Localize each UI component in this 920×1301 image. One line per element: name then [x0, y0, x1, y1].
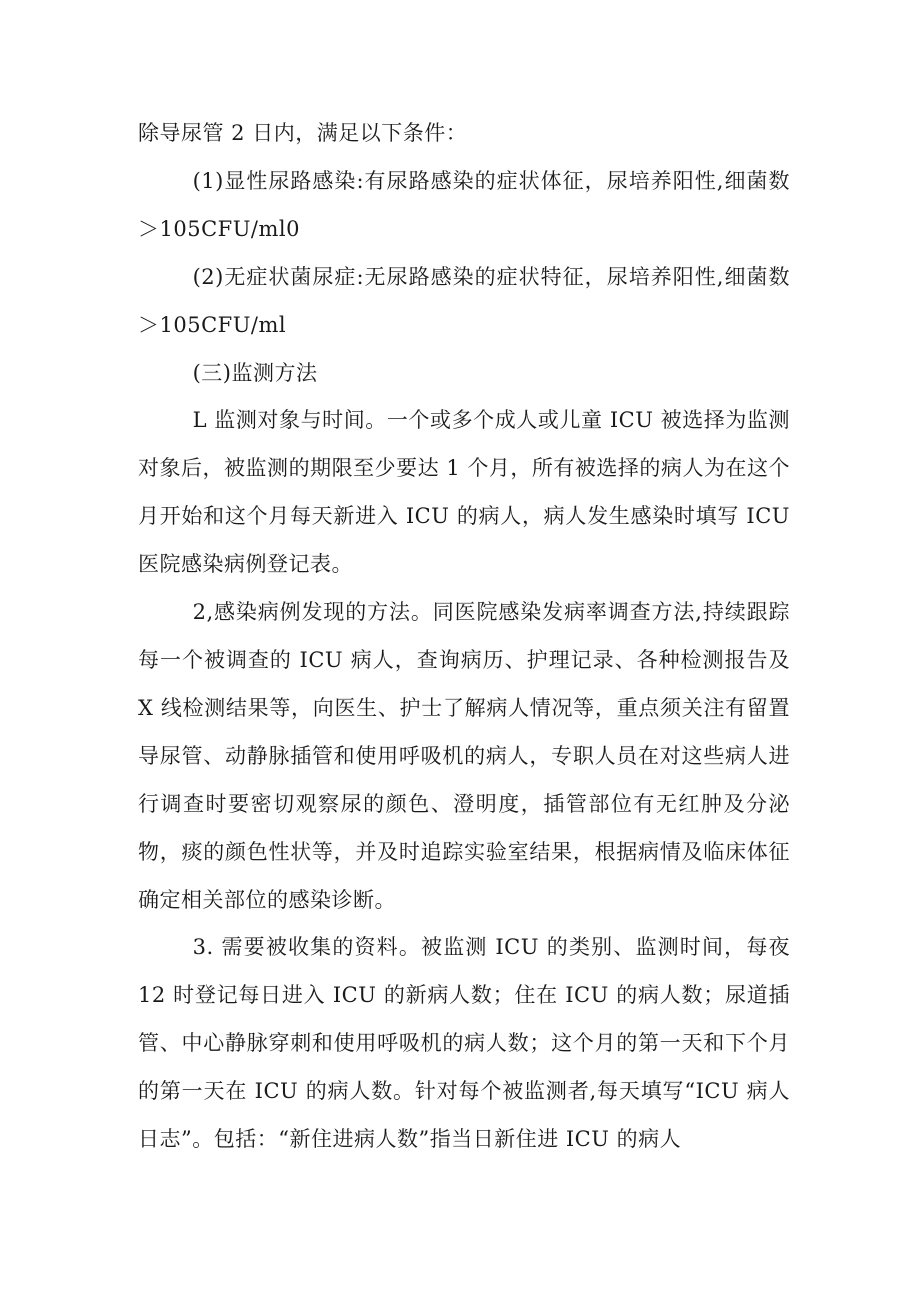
paragraph-data-collection: 3. 需要被收集的资料。被监测 ICU 的类别、监测时间，每夜 12 时登记每日进入 ICU 的新病人数；住在 ICU 的病人数；尿道插管、中心静脉穿刺和使用呼吸机的病人数；这个月的第一天和下个月的第一天在 ICU 的病人数。针对每个被监测者,每天填写“ICU 病人日志”。包括：“新住进病人数”指当日新住进 ICU 的病人: [138, 935, 790, 1152]
section-heading-monitoring-method: (三)监测方法: [192, 360, 318, 385]
document-body: [138, 110, 790, 1164]
paragraph-monitoring-subjects: L 监测对象与时间。一个或多个成人或儿童 ICU 被选择为监测对象后，被监测的期限至少要达 1 个月，所有被选择的病人为在这个月开始和这个月每天新进入 ICU 的病人，病人发生感染时填写 ICU 医院感染病例登记表。: [138, 408, 790, 577]
paragraph-continuation: 除导尿管 2 日内，满足以下条件：: [138, 121, 468, 145]
paragraph-case-discovery: 2,感染病例发现的方法。同医院感染发病率调查方法,持续跟踪每一个被调查的 ICU 病人，查询病历、护理记录、各种检测报告及 X 线检测结果等，向医生、护士了解病人情况等，重点须关注有留置导尿管、动静脉插管和使用呼吸机的病人，专职人员在对这些病人进行调查时要密切观察尿的颜色、澄明度，插管部位有无红肿及分泌物，痰的颜色性状等，并及时追踪实验室结果，根据病情及临床体征确定相关部位的感染诊断。: [138, 600, 790, 912]
paragraph-condition-2: (2)无症状菌尿症:无尿路感染的症状特征，尿培养阳性,细菌数＞105CFU/ml: [138, 264, 790, 337]
paragraph-condition-1: (1)显性尿路感染:有尿路感染的症状体征，尿培养阳性,细菌数＞105CFU/ml0: [138, 168, 790, 241]
